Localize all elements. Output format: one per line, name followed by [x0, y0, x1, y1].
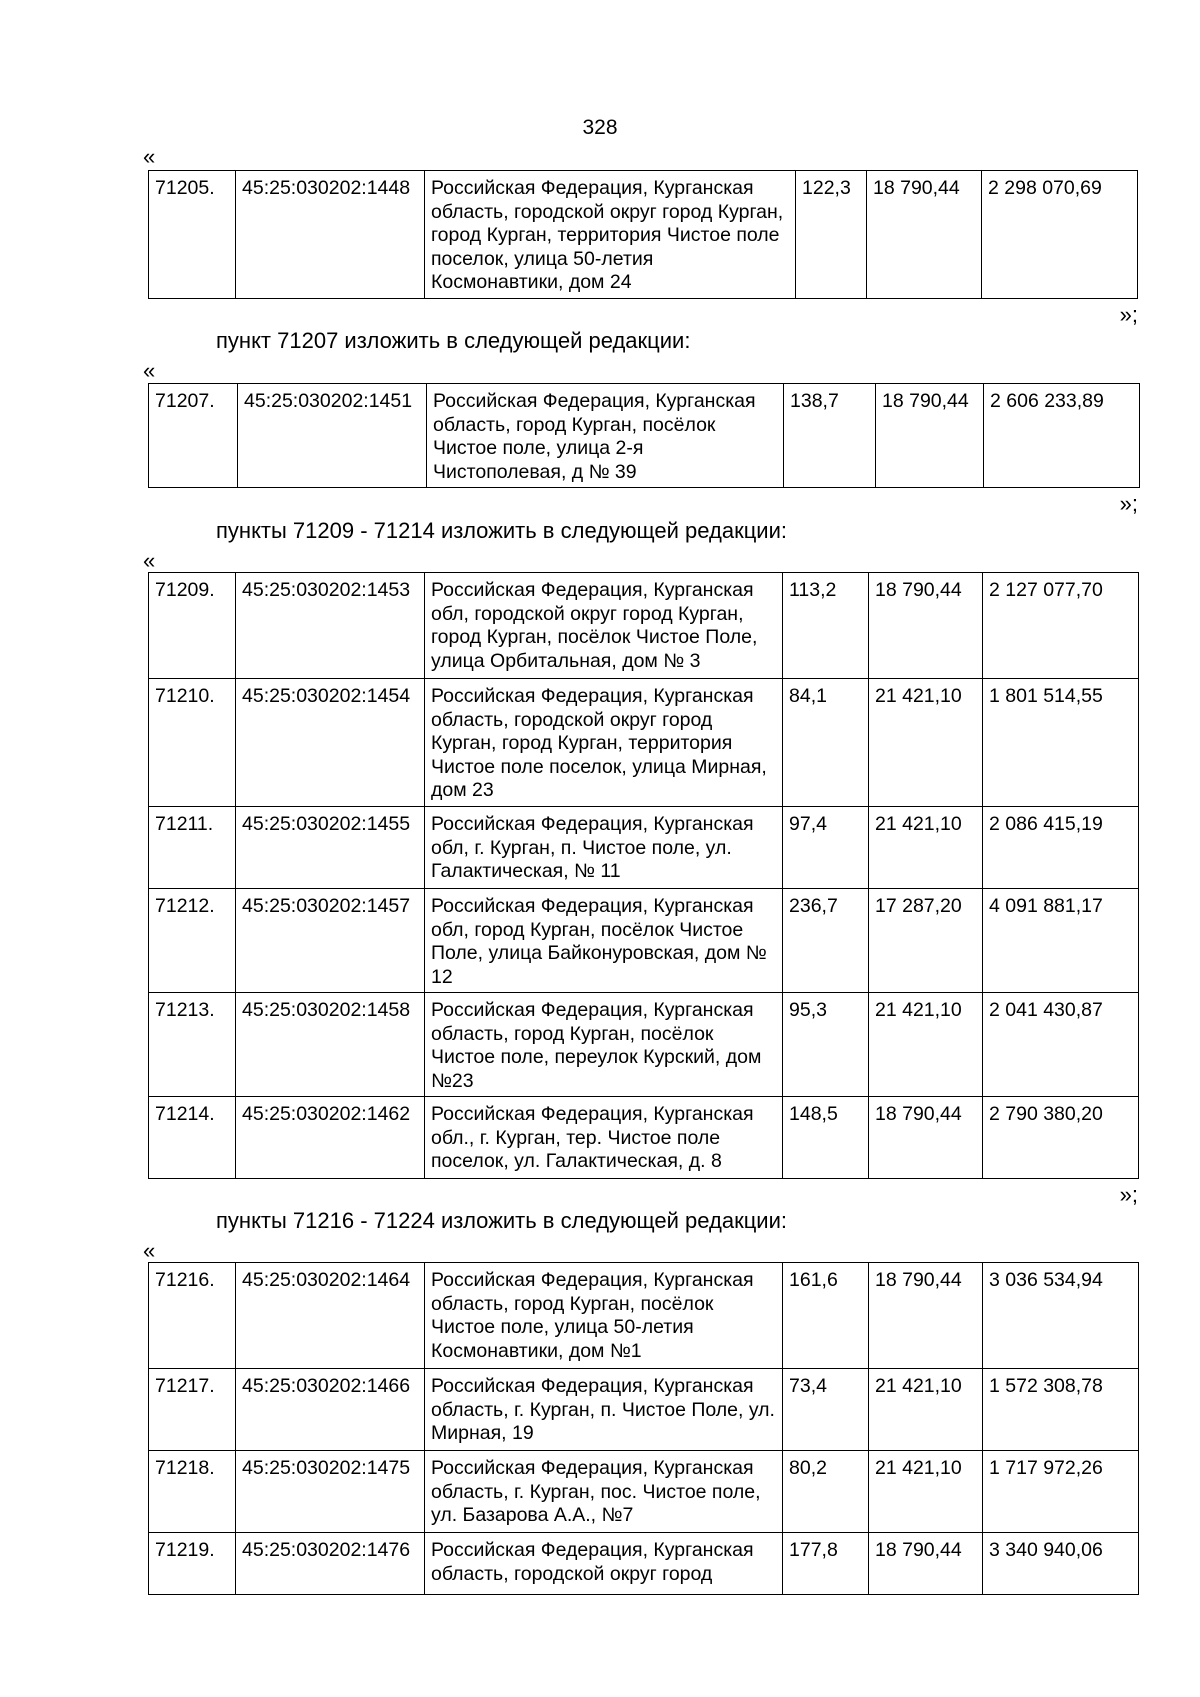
instruction-text: пункты 71209 - 71214 изложить в следующей редакции:: [216, 518, 788, 543]
row-number: 71205.: [149, 171, 236, 299]
area: 113,2: [783, 573, 869, 679]
area: 84,1: [783, 679, 869, 807]
cadastral-number: 45:25:030202:1476: [236, 1533, 425, 1595]
cadastral-value: 1 801 514,55: [983, 679, 1139, 807]
area: 80,2: [783, 1451, 869, 1533]
open-quote: «: [143, 358, 156, 383]
unit-price: 18 790,44: [869, 573, 983, 679]
cadastral-value: 2 298 070,69: [982, 171, 1138, 299]
address: Российская Федерация, Курганская область, город Курган, посёлок Чистое поле, улица 50-летия Космонавтики, дом №1: [425, 1263, 783, 1369]
cadastral-value: 2 086 415,19: [983, 807, 1139, 889]
row-number: 71218.: [149, 1451, 236, 1533]
unit-price: 18 790,44: [867, 171, 982, 299]
open-quote: «: [143, 548, 156, 573]
table-row: [149, 1533, 1139, 1595]
cadastral-number: 45:25:030202:1464: [236, 1263, 425, 1369]
row-number: 71213.: [149, 993, 236, 1097]
table-row: [149, 679, 1139, 807]
address: Российская Федерация, Курганская область, город Курган, посёлок Чистое поле, улица 2-я Чистополевая, д № 39: [427, 384, 784, 488]
table-row: [149, 807, 1139, 889]
cadastral-value: 2 041 430,87: [983, 993, 1139, 1097]
area: 161,6: [783, 1263, 869, 1369]
cadastral-value: 2 790 380,20: [983, 1097, 1139, 1179]
area: 95,3: [783, 993, 869, 1097]
row-number: 71210.: [149, 679, 236, 807]
address: Российская Федерация, Курганская обл, городской округ город Курган, город Курган, посёлок Чистое Поле, улица Орбитальная, дом № 3: [425, 573, 783, 679]
unit-price: 18 790,44: [869, 1533, 983, 1595]
cadastral-number: 45:25:030202:1448: [236, 171, 425, 299]
row-number: 71212.: [149, 889, 236, 993]
address: Российская Федерация, Курганская обл, г. Курган, п. Чистое поле, ул. Галактическая, № 11: [425, 807, 783, 889]
address: Российская Федерация, Курганская область, городской округ город: [425, 1533, 783, 1595]
row-number: 71219.: [149, 1533, 236, 1595]
table-row: [149, 1369, 1139, 1451]
cadastral-number: 45:25:030202:1453: [236, 573, 425, 679]
table-row: [149, 1451, 1139, 1533]
address: Российская Федерация, Курганская обл, город Курган, посёлок Чистое Поле, улица Байконуровская, дом № 12: [425, 889, 783, 993]
row-number: 71214.: [149, 1097, 236, 1179]
close-quote: »;: [1119, 302, 1138, 327]
cadastral-value: 2 127 077,70: [983, 573, 1139, 679]
cadastral-value: 1 717 972,26: [983, 1451, 1139, 1533]
cadastral-value: 3 340 940,06: [983, 1533, 1139, 1595]
unit-price: 21 421,10: [869, 1451, 983, 1533]
table-row: [149, 384, 1140, 488]
unit-price: 21 421,10: [869, 807, 983, 889]
table-row: [149, 573, 1139, 679]
cadastral-number: 45:25:030202:1454: [236, 679, 425, 807]
cadastral-number: 45:25:030202:1455: [236, 807, 425, 889]
close-quote: »;: [1119, 1182, 1138, 1207]
area: 73,4: [783, 1369, 869, 1451]
table-row: [149, 889, 1139, 993]
row-number: 71217.: [149, 1369, 236, 1451]
table-row: [149, 993, 1139, 1097]
instruction-text: пункт 71207 изложить в следующей редакции:: [216, 328, 691, 353]
unit-price: 18 790,44: [869, 1097, 983, 1179]
block-3-table: [148, 1262, 1139, 1595]
row-number: 71207.: [149, 384, 238, 488]
row-number: 71209.: [149, 573, 236, 679]
unit-price: 18 790,44: [876, 384, 984, 488]
cadastral-number: 45:25:030202:1451: [238, 384, 427, 488]
open-quote: «: [143, 144, 156, 169]
unit-price: 18 790,44: [869, 1263, 983, 1369]
cadastral-number: 45:25:030202:1475: [236, 1451, 425, 1533]
unit-price: 21 421,10: [869, 1369, 983, 1451]
block-1-table: [148, 383, 1140, 488]
open-quote: «: [143, 1238, 156, 1263]
cadastral-number: 45:25:030202:1458: [236, 993, 425, 1097]
block-0-table: [148, 170, 1138, 299]
row-number: 71211.: [149, 807, 236, 889]
address: Российская Федерация, Курганская обл., г. Курган, тер. Чистое поле поселок, ул. Галактическая, д. 8: [425, 1097, 783, 1179]
address: Российская Федерация, Курганская область, городской округ город Курган, город Курган, территория Чистое поле поселок, улица 50-летия Космонавтики, дом 24: [425, 171, 796, 299]
unit-price: 21 421,10: [869, 679, 983, 807]
address: Российская Федерация, Курганская область, г. Курган, п. Чистое Поле, ул. Мирная, 19: [425, 1369, 783, 1451]
area: 236,7: [783, 889, 869, 993]
close-quote: »;: [1119, 491, 1138, 516]
cadastral-value: 4 091 881,17: [983, 889, 1139, 993]
address: Российская Федерация, Курганская область, город Курган, посёлок Чистое поле, переулок Курский, дом №23: [425, 993, 783, 1097]
cadastral-value: 1 572 308,78: [983, 1369, 1139, 1451]
unit-price: 21 421,10: [869, 993, 983, 1097]
area: 177,8: [783, 1533, 869, 1595]
area: 138,7: [784, 384, 876, 488]
cadastral-value: 3 036 534,94: [983, 1263, 1139, 1369]
table-row: [149, 171, 1138, 299]
block-2-table: [148, 572, 1139, 1179]
area: 148,5: [783, 1097, 869, 1179]
cadastral-number: 45:25:030202:1466: [236, 1369, 425, 1451]
area: 122,3: [796, 171, 867, 299]
area: 97,4: [783, 807, 869, 889]
row-number: 71216.: [149, 1263, 236, 1369]
cadastral-number: 45:25:030202:1462: [236, 1097, 425, 1179]
page-number: 328: [582, 116, 618, 139]
cadastral-number: 45:25:030202:1457: [236, 889, 425, 993]
instruction-text: пункты 71216 - 71224 изложить в следующей редакции:: [216, 1208, 788, 1233]
unit-price: 17 287,20: [869, 889, 983, 993]
table-row: [149, 1097, 1139, 1179]
table-row: [149, 1263, 1139, 1369]
address: Российская Федерация, Курганская область, г. Курган, пос. Чистое поле, ул. Базарова А.А., №7: [425, 1451, 783, 1533]
cadastral-value: 2 606 233,89: [984, 384, 1140, 488]
address: Российская Федерация, Курганская область, городской округ город Курган, город Курган, территория Чистое поле поселок, улица Мирная, дом 23: [425, 679, 783, 807]
